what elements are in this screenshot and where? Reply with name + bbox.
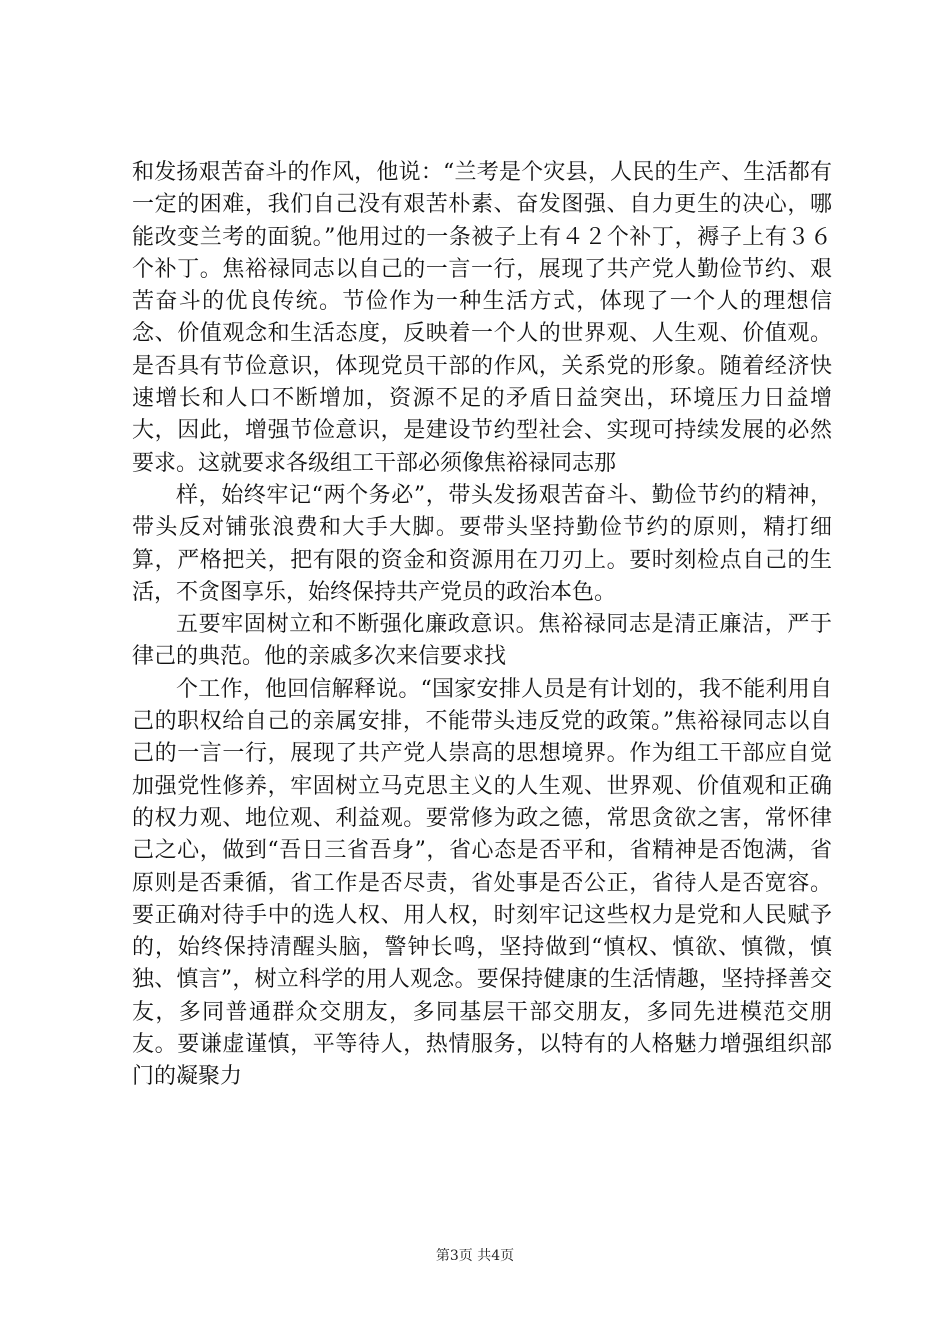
document-body: [132, 157, 832, 1094]
paragraph: 个工作，他回信解释说。“国家安排人员是有计划的，我不能利用自己的职权给自己的亲属安排，不能带头违反党的政策。”焦裕禄同志以自己的一言一行，展现了共产党人崇高的思想境界。作为组工干部应自觉加强党性修养，牢固树立马克思主义的人生观、世界观、价值观和正确的权力观、地位观、利益观。要常修为政之德，常思贪欲之害，常怀律己之心，做到“吾日三省吾身”，省心态是否平和，省精神是否饱满，省原则是否秉循，省工作是否尽责，省处事是否公正，省待人是否宽容。要正确对待手中的选人权、用人权，时刻牢记这些权力是党和人民赋予的，始终保持清醒头脑，警钟长鸣，坚持做到“慎权、慎欲、慎微，慎独、慎言”，树立科学的用人观念。要保持健康的生活情趣，坚持择善交友，多同普通群众交朋友，多同基层干部交朋友，多同先进模范交朋友。要谦虚谨慎，平等待人，热情服务，以特有的人格魅力增强组织部门的凝聚力: [132, 676, 832, 1090]
paragraph: 五要牢固树立和不断强化廉政意识。焦裕禄同志是清正廉洁，严于律己的典范。他的亲戚多次来信要求找: [132, 612, 832, 670]
page-number-footer: 第3页 共4页: [435, 1248, 515, 1264]
paragraph: 样，始终牢记“两个务必”，带头发扬艰苦奋斗、勤俭节约的精神，带头反对铺张浪费和大手大脚。要带头坚持勤俭节约的原则，精打细算，严格把关，把有限的资金和资源用在刀刃上。要时刻检点自己的生活，不贪图享乐，始终保持共产党员的政治本色。: [132, 482, 832, 605]
paragraph-continued: 和发扬艰苦奋斗的作风，他说：“兰考是个灾县，人民的生产、生活都有一定的困难，我们自己没有艰苦朴素、奋发图强、自力更生的决心，哪能改变兰考的面貌。”他用过的一条被子上有４２个补丁，褥子上有３６个补丁。焦裕禄同志以自己的一言一行，展现了共产党人勤俭节约、艰苦奋斗的优良传统。节俭作为一种生活方式，体现了一个人的理想信念、价值观念和生活态度，反映着一个人的世界观、人生观、价值观。是否具有节俭意识，体现党员干部的作风，关系党的形象。随着经济快速增长和人口不断增加，资源不足的矛盾日益突出，环境压力日益增大，因此，增强节俭意识，是建设节约型社会、实现可持续发展的必然要求。这就要求各级组工干部必须像焦裕禄同志那: [132, 160, 832, 476]
